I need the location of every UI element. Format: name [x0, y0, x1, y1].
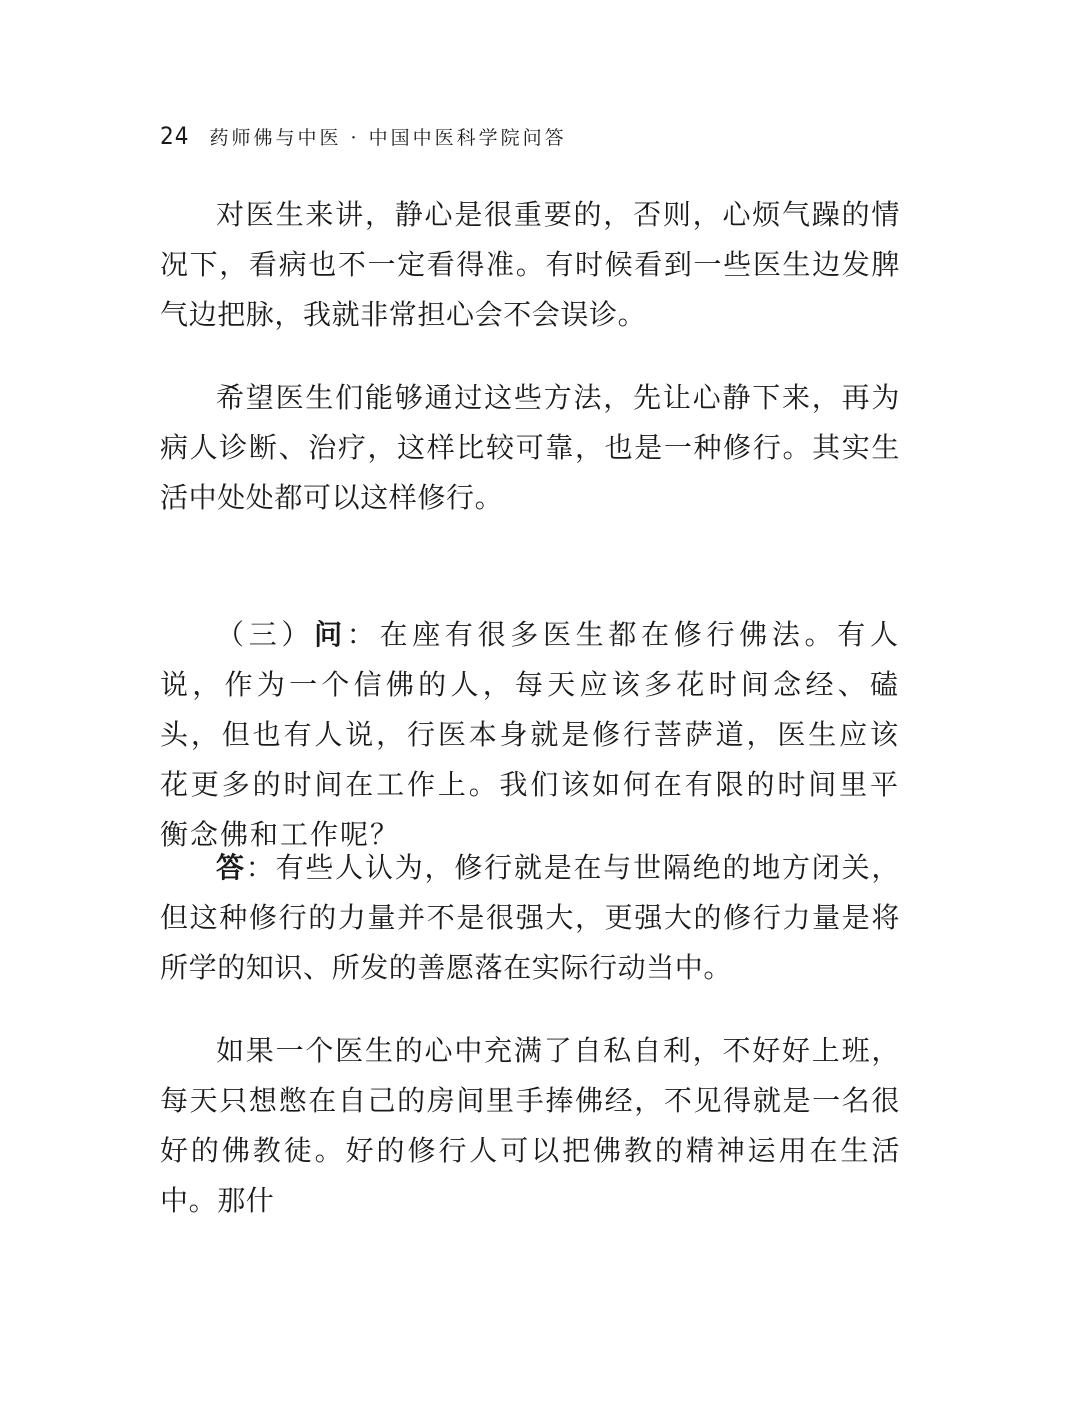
- question-number: （三）: [216, 618, 315, 651]
- question-three: [160, 610, 900, 860]
- paragraph-selfish-doctor: 如果一个医生的心中充满了自私自利，不好好上班，每天只想憋在自己的房间里手捧佛经，不见得就是一名很好的佛教徒。好的修行人可以把佛教的精神运用在生活中。那什: [160, 1034, 900, 1217]
- paragraph-practice: 希望医生们能够通过这些方法，先让心静下来，再为病人诊断、治疗，这样比较可靠，也是一种修行。其实生活中处处都可以这样修行。: [160, 381, 900, 514]
- answer-text: 有些人认为，修行就是在与世隔绝的地方闭关，但这种修行的力量并不是很强大，更强大的修行力量是将所学的知识、所发的善愿落在实际行动当中。: [160, 851, 900, 984]
- question-text: 在座有很多医生都在修行佛法。有人说，作为一个信佛的人，每天应该多花时间念经、磕头，但也有人说，行医本身就是修行菩萨道，医生应该花更多的时间在工作上。我们该如何在有限的时间里平衡念佛和工作呢？: [160, 618, 900, 851]
- answer-colon: ：: [245, 851, 276, 884]
- question-marker: 问: [314, 618, 347, 651]
- answer-marker: 答: [216, 851, 246, 884]
- book-title: 药师佛与中医 · 中国中医科学院问答: [209, 127, 567, 149]
- running-header: [160, 122, 567, 158]
- paragraph-calm-mind: 对医生来讲，静心是很重要的，否则，心烦气躁的情况下，看病也不一定看得准。有时候看到一些医生边发脾气边把脉，我就非常担心会不会误诊。: [160, 198, 900, 331]
- answer-paragraph: [160, 843, 900, 993]
- page-number: 24: [160, 122, 190, 150]
- question-colon: ：: [346, 618, 380, 651]
